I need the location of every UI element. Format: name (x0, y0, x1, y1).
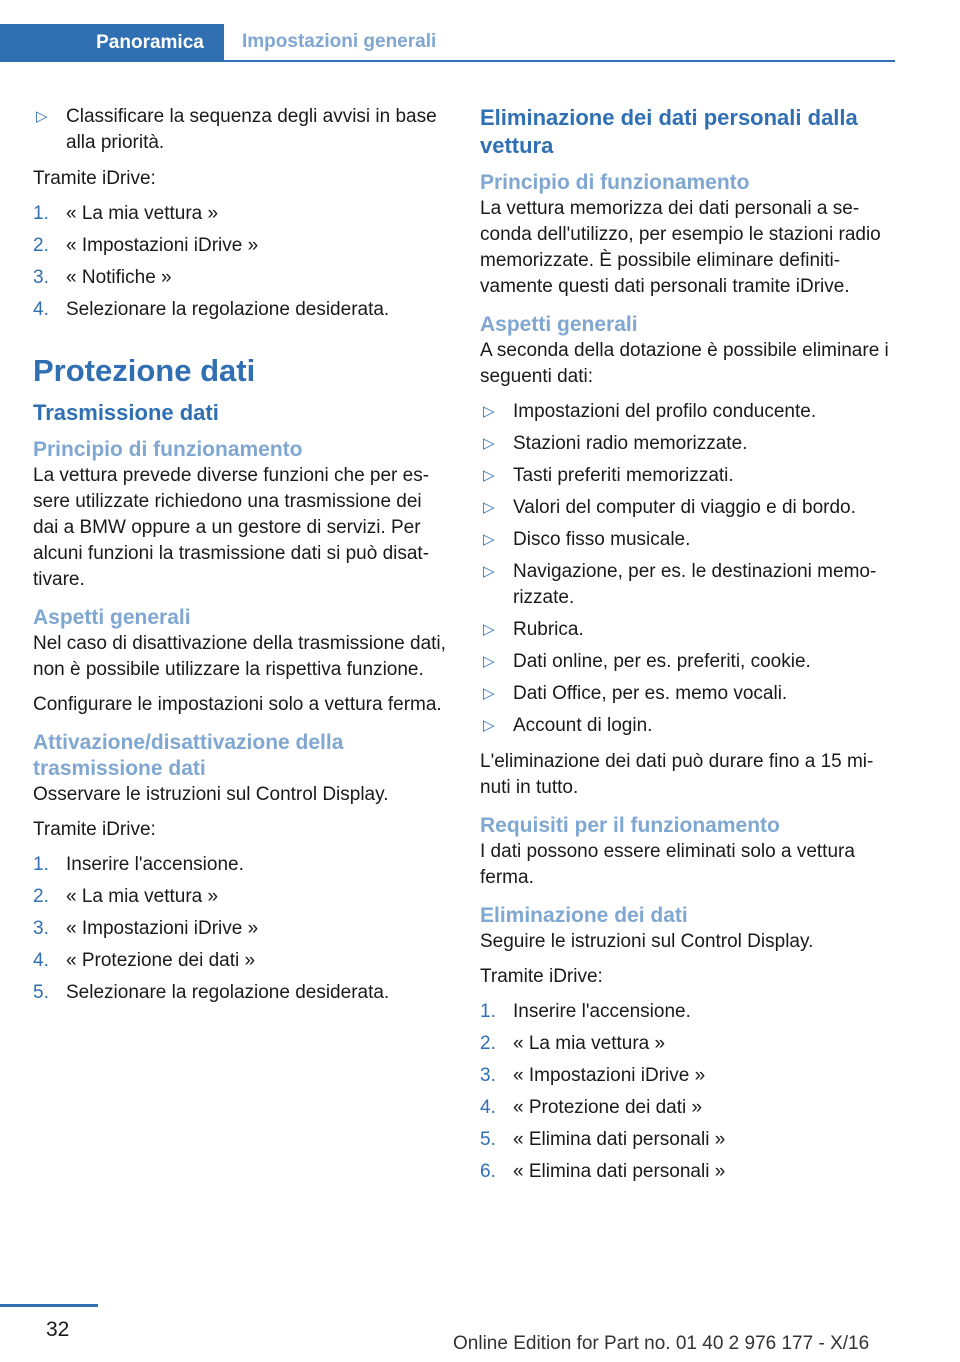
paragraph-seguire: Seguire le istruzioni sul Control Display. (480, 931, 814, 952)
step-text: Inserire l'accensione. (513, 1001, 691, 1022)
triangle-right-icon: ▷ (483, 531, 495, 548)
header-tab-impostazioni: Impostazioni generali (242, 31, 437, 52)
list-item (480, 527, 895, 553)
paragraph-aspetti-2: Configurare le impostazioni solo a vettura ferma. (33, 694, 442, 715)
list-item (480, 463, 895, 489)
heading-principio: Principio di funzionamento (33, 438, 303, 461)
list-item (33, 297, 451, 323)
paragraph-aspetti-1: Nel caso di disattivazione della trasmissione dati, non è possibile utilizzare la rispettiva funzione. (33, 633, 446, 680)
tramite-label: Tramite iDrive: (480, 966, 603, 987)
step-text: Selezionare la regolazione desiderata. (66, 299, 390, 320)
tramite-label: Tramite iDrive: (33, 819, 156, 840)
right-column (480, 104, 895, 1195)
tramite-label: Tramite iDrive: (33, 168, 156, 189)
list-item (33, 980, 451, 1006)
list-item (480, 1031, 895, 1057)
bullet-text: Tasti preferiti memorizzati. (513, 465, 734, 486)
list-item (480, 617, 895, 643)
list-item (480, 431, 895, 457)
step-text: « Protezione dei dati » (513, 1097, 703, 1118)
list-item (480, 999, 895, 1025)
list-item (480, 681, 895, 707)
bullet-text: Rubrica. (513, 619, 584, 640)
subsection-title: Trasmissione dati (33, 400, 219, 425)
list-item (480, 649, 895, 675)
heading-aspetti: Aspetti generali (480, 313, 638, 336)
step-number: 5. (480, 1129, 496, 1150)
list-item (33, 916, 451, 942)
paragraph-principio: La vettura memorizza dei dati personali a seconda dell'utilizzo, per esempio le stazioni radio memorizzate. È possibile eliminare definitivamente questi dati personali tramite iDrive. (480, 198, 881, 297)
step-number: 4. (33, 950, 49, 971)
step-text: « La mia vettura » (513, 1033, 666, 1054)
step-number: 2. (33, 886, 49, 907)
left-column (33, 104, 451, 1016)
step-number: 1. (33, 203, 49, 224)
list-item (33, 104, 451, 156)
section-title: Protezione dati (33, 353, 256, 388)
step-number: 1. (33, 854, 49, 875)
step-number: 5. (33, 982, 49, 1003)
step-text: « Impostazioni iDrive » (66, 235, 259, 256)
triangle-right-icon: ▷ (483, 435, 495, 452)
steps-list-notifiche (33, 201, 451, 323)
step-text: « Elimina dati personali » (513, 1161, 726, 1182)
triangle-right-icon: ▷ (483, 717, 495, 734)
step-text: « Notifiche » (66, 267, 172, 288)
triangle-right-icon: ▷ (483, 653, 495, 670)
step-number: 2. (480, 1033, 496, 1054)
triangle-right-icon: ▷ (36, 108, 48, 125)
heading-aspetti: Aspetti generali (33, 606, 191, 629)
list-item (33, 948, 451, 974)
list-item (480, 559, 895, 611)
step-text: « Impostazioni iDrive » (513, 1065, 706, 1086)
triangle-right-icon: ▷ (483, 685, 495, 702)
list-item (480, 713, 895, 739)
data-types-list (480, 399, 895, 739)
bullet-text: Dati online, per es. preferiti, cookie. (513, 651, 811, 672)
header-rule (0, 60, 895, 62)
step-text: « Protezione dei dati » (66, 950, 256, 971)
bullet-text: Account di login. (513, 715, 653, 736)
bullet-text: Classificare la sequenza degli avvisi in base alla priorità. (66, 106, 437, 153)
triangle-right-icon: ▷ (483, 499, 495, 516)
step-number: 4. (480, 1097, 496, 1118)
steps-list-eliminazione (480, 999, 895, 1185)
step-text: Inserire l'accensione. (66, 854, 244, 875)
list-item (33, 233, 451, 259)
list-item (480, 1063, 895, 1089)
steps-list-protezione (33, 852, 451, 1006)
step-number: 6. (480, 1161, 496, 1182)
list-item (480, 399, 895, 425)
paragraph-requisiti: I dati possono essere eliminati solo a vettura ferma. (480, 841, 855, 888)
intro-bullet-list (33, 104, 451, 156)
heading-requisiti: Requisiti per il funzionamento (480, 814, 780, 837)
header-tab-panoramica: Panoramica (0, 24, 224, 62)
step-text: « La mia vettura » (66, 886, 219, 907)
footer-rule (0, 1304, 98, 1307)
list-item (33, 265, 451, 291)
step-text: Selezionare la regolazione desiderata. (66, 982, 390, 1003)
bullet-text: Stazioni radio memorizzate. (513, 433, 748, 454)
edition-text: Online Edition for Part no. 01 40 2 976 177 - X/16 (453, 1333, 870, 1354)
heading-attivazione: Attivazione/disattivazione della trasmissione dati (33, 731, 344, 780)
triangle-right-icon: ▷ (483, 403, 495, 420)
list-item (33, 201, 451, 227)
paragraph-principio: La vettura prevede diverse funzioni che per essere utilizzate richiedono una trasmissione dei dai a BMW oppure a un gestore di servizi. Per alcuni funzioni la trasmissione dati si può disattivare. (33, 465, 430, 590)
step-number: 3. (33, 267, 49, 288)
page-number: 32 (46, 1318, 70, 1341)
triangle-right-icon: ▷ (483, 621, 495, 638)
step-text: « La mia vettura » (66, 203, 219, 224)
page-header (0, 24, 895, 62)
heading-principio: Principio di funzionamento (480, 171, 750, 194)
list-item (480, 1095, 895, 1121)
paragraph-aspetti: A seconda della dotazione è possibile eliminare i seguenti dati: (480, 340, 889, 387)
list-item (33, 884, 451, 910)
step-text: « Elimina dati personali » (513, 1129, 726, 1150)
list-item (33, 852, 451, 878)
step-number: 3. (33, 918, 49, 939)
bullet-text: Dati Office, per es. memo vocali. (513, 683, 788, 704)
step-number: 4. (33, 299, 49, 320)
step-text: « Impostazioni iDrive » (66, 918, 259, 939)
paragraph-durata: L'eliminazione dei dati può durare fino a 15 minuti in tutto. (480, 751, 874, 798)
triangle-right-icon: ▷ (483, 563, 495, 580)
bullet-text: Impostazioni del profilo conducente. (513, 401, 817, 422)
subsection-title-eliminazione: Eliminazione dei dati personali dalla vettura (480, 105, 858, 158)
step-number: 3. (480, 1065, 496, 1086)
list-item (480, 1159, 895, 1185)
step-number: 1. (480, 1001, 496, 1022)
list-item (480, 1127, 895, 1153)
list-item (480, 495, 895, 521)
bullet-text: Navigazione, per es. le destinazioni memorizzate. (513, 561, 877, 608)
triangle-right-icon: ▷ (483, 467, 495, 484)
step-number: 2. (33, 235, 49, 256)
bullet-text: Disco fisso musicale. (513, 529, 691, 550)
heading-eliminazione: Eliminazione dei dati (480, 904, 688, 927)
paragraph-osservare: Osservare le istruzioni sul Control Display. (33, 784, 389, 805)
bullet-text: Valori del computer di viaggio e di bordo. (513, 497, 856, 518)
